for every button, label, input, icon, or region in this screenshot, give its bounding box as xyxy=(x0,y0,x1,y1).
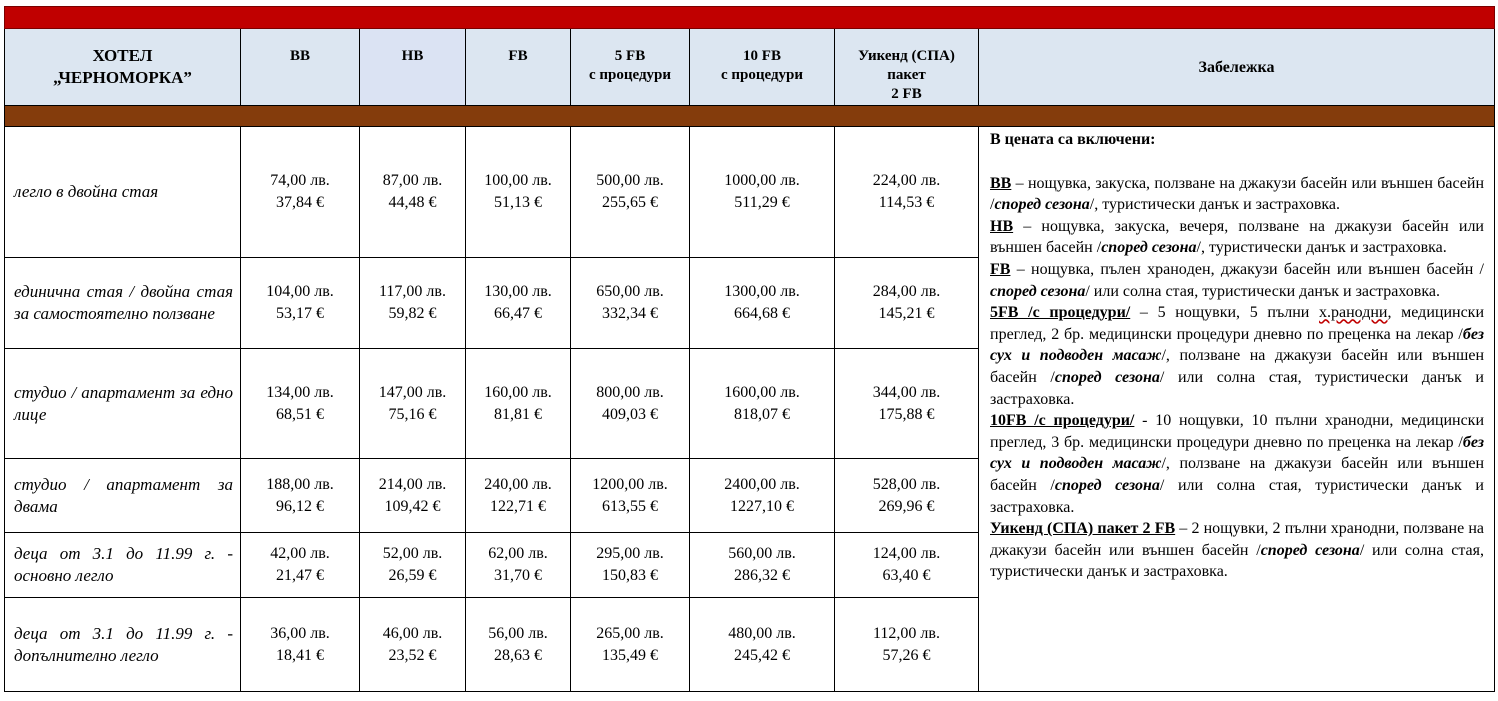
row-label: легло в двойна стая xyxy=(5,127,241,258)
price-cell: 52,00 лв. 26,59 € xyxy=(360,533,466,598)
price-cell: 124,00 лв. 63,40 € xyxy=(835,533,979,598)
note-5fb: 5FB /с процедури/ – 5 нощувки, 5 пълни х.ранодни, медицински преглед, 2 бр. медицински процедури дневно по преценка на лекар /без сух и подводен масаж/, ползване на джакузи басейн или външен басейн /според сезона/ или солна стая, туристически данък и застраховка. xyxy=(990,304,1485,408)
note-cell xyxy=(979,127,1495,692)
price-cell: 160,00 лв. 81,81 € xyxy=(466,349,571,459)
price-cell: 2400,00 лв. 1227,10 € xyxy=(690,459,835,533)
price-cell: 1200,00 лв. 613,55 € xyxy=(571,459,690,533)
col-header-note: Забележка xyxy=(979,29,1495,106)
price-cell: 100,00 лв. 51,13 € xyxy=(466,127,571,258)
price-cell: 130,00 лв. 66,47 € xyxy=(466,258,571,349)
note-10fb: 10FB /с процедури/ - 10 нощувки, 10 пълни хранодни, медицински преглед, 3 бр. медицински процедури дневно по преценка на лекар /без сух и подводен масаж/, ползване на джакузи басейн или външен басейн /според сезона/ или солна стая, туристически данък и застраховка. xyxy=(990,412,1485,516)
price-cell: 214,00 лв. 109,42 € xyxy=(360,459,466,533)
hotel-name-cell xyxy=(5,29,241,106)
price-cell: 295,00 лв. 150,83 € xyxy=(571,533,690,598)
price-cell: 560,00 лв. 286,32 € xyxy=(690,533,835,598)
price-cell: 42,00 лв. 21,47 € xyxy=(241,533,360,598)
price-cell: 284,00 лв. 145,21 € xyxy=(835,258,979,349)
price-cell: 224,00 лв. 114,53 € xyxy=(835,127,979,258)
price-cell: 265,00 лв. 135,49 € xyxy=(571,598,690,692)
price-table xyxy=(4,6,1495,692)
price-cell: 62,00 лв. 31,70 € xyxy=(466,533,571,598)
row-label: единична стая / двойна стая за самостоятелно ползване xyxy=(5,258,241,349)
price-cell: 74,00 лв. 37,84 € xyxy=(241,127,360,258)
note-weekend-spa: Уикенд (СПА) пакет 2 FB – 2 нощувки, 2 пълни хранодни, ползване на джакузи басейн или външен басейн /според сезона/ или солна стая, туристически данък и застраховка. xyxy=(990,520,1484,581)
row-label: деца от 3.1 до 11.99 г. - допълнително легло xyxy=(5,598,241,692)
price-cell: 1600,00 лв. 818,07 € xyxy=(690,349,835,459)
row-label: студио / апартамент за едно лице xyxy=(5,349,241,459)
price-cell: 1300,00 лв. 664,68 € xyxy=(690,258,835,349)
price-cell: 112,00 лв. 57,26 € xyxy=(835,598,979,692)
price-cell: 650,00 лв. 332,34 € xyxy=(571,258,690,349)
row-label: студио / апартамент за двама xyxy=(5,459,241,533)
note-intro: В цената са включени: xyxy=(990,131,1156,148)
top-red-bar xyxy=(5,7,1495,29)
price-cell: 1000,00 лв. 511,29 € xyxy=(690,127,835,258)
row-label: деца от 3.1 до 11.99 г. - основно легло xyxy=(5,533,241,598)
price-table-wrapper xyxy=(4,6,1494,692)
price-cell: 188,00 лв. 96,12 € xyxy=(241,459,360,533)
price-cell: 36,00 лв. 18,41 € xyxy=(241,598,360,692)
header-row xyxy=(5,29,1495,106)
col-header-10fb: 10 FB с процедури xyxy=(690,29,835,106)
table-row xyxy=(5,127,1495,258)
note-bb: BB – нощувка, закуска, ползване на джакузи басейн или външен басейн /според сезона/, туристически данък и застраховка. xyxy=(990,174,1484,214)
price-cell: 56,00 лв. 28,63 € xyxy=(466,598,571,692)
note-hb: HB – нощувка, закуска, вечеря, ползване на джакузи басейн или външен басейн /според сезона/, туристически данък и застраховка. xyxy=(990,217,1484,257)
price-cell: 500,00 лв. 255,65 € xyxy=(571,127,690,258)
col-header-weekend-spa: Уикенд (СПА) пакет 2 FB xyxy=(835,29,979,106)
price-cell: 240,00 лв. 122,71 € xyxy=(466,459,571,533)
price-cell: 87,00 лв. 44,48 € xyxy=(360,127,466,258)
brown-divider-bar xyxy=(5,106,1495,127)
price-cell: 528,00 лв. 269,96 € xyxy=(835,459,979,533)
col-header-hb: HB xyxy=(360,29,466,106)
price-cell: 134,00 лв. 68,51 € xyxy=(241,349,360,459)
price-cell: 104,00 лв. 53,17 € xyxy=(241,258,360,349)
hotel-name-line1: ХОТЕЛ xyxy=(92,46,153,65)
note-fb: FB – нощувка, пълен хранoден, джакузи басейн или външен басейн /според сезона/ или солна стая, туристически данък и застраховка. xyxy=(990,260,1484,300)
price-cell: 480,00 лв. 245,42 € xyxy=(690,598,835,692)
col-header-bb: BB xyxy=(241,29,360,106)
price-cell: 800,00 лв. 409,03 € xyxy=(571,349,690,459)
price-cell: 46,00 лв. 23,52 € xyxy=(360,598,466,692)
col-header-fb: FB xyxy=(466,29,571,106)
price-cell: 147,00 лв. 75,16 € xyxy=(360,349,466,459)
hotel-name-line2: „ЧЕРНОМОРКА” xyxy=(53,68,192,87)
price-cell: 117,00 лв. 59,82 € xyxy=(360,258,466,349)
col-header-5fb: 5 FB с процедури xyxy=(571,29,690,106)
price-cell: 344,00 лв. 175,88 € xyxy=(835,349,979,459)
